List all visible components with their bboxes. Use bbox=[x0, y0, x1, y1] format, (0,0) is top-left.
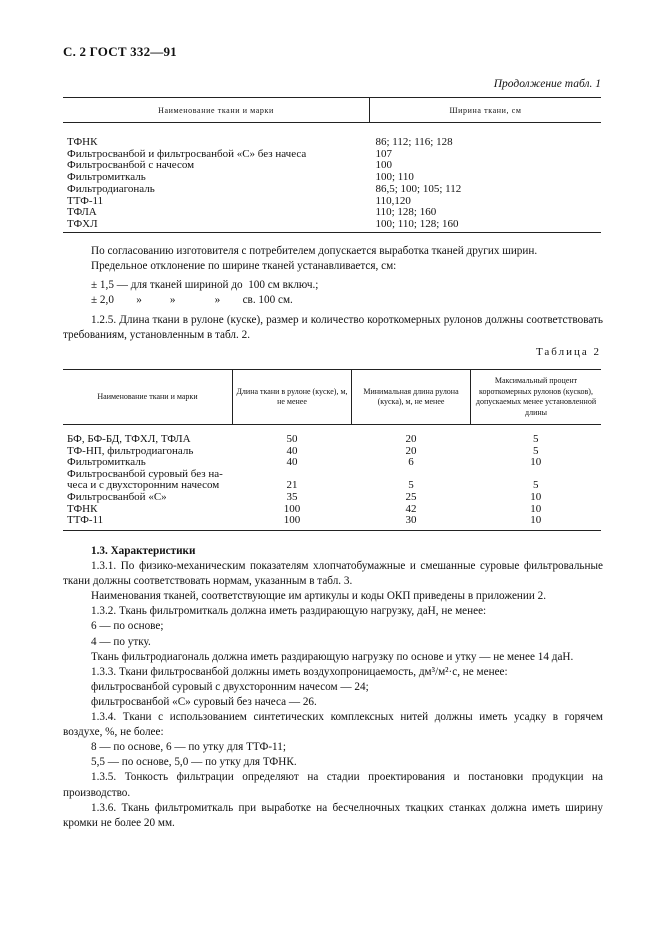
tolerance-line: ± 1,5 — для тканей шириной до 100 см включ.; bbox=[91, 279, 319, 291]
characteristics-section bbox=[63, 544, 603, 831]
percent-cell: 10 bbox=[530, 502, 542, 515]
fabric-name-cell: ТФНК bbox=[67, 136, 98, 148]
paragraph: 4 — по утку. bbox=[91, 635, 151, 648]
paragraph: фильтросванбой суровый с двухсторонним начесом — 24; bbox=[91, 680, 369, 693]
width-cell: 86; 112; 116; 128 bbox=[375, 136, 453, 148]
paragraph: 1.2.5. Длина ткани в рулоне (куске), размер и количество короткомерных рулонов должны соответствовать требованиям, установленным в табл. 2. bbox=[63, 314, 603, 341]
table1-header-name: Наименование ткани и марки bbox=[63, 98, 370, 123]
fabric-name-cell: Фильтродиагональ bbox=[67, 182, 155, 195]
min-length-cell: 20 bbox=[405, 433, 417, 445]
table-row bbox=[63, 425, 601, 446]
fabric-width-table bbox=[63, 97, 601, 233]
table-row bbox=[63, 219, 601, 232]
percent-cell: 5 bbox=[533, 479, 539, 492]
width-cell: 100; 110; 128; 160 bbox=[370, 219, 602, 232]
percent-cell: 10 bbox=[530, 490, 542, 503]
min-length-cell: 6 bbox=[408, 456, 414, 469]
table-continuation-label: Продолжение табл. 1 bbox=[493, 78, 601, 90]
width-cell: 100; 110 bbox=[375, 171, 414, 184]
table2-header-name: Наименование ткани и марки bbox=[63, 370, 233, 425]
min-length-cell: 25 bbox=[405, 490, 417, 503]
paragraph: Наименования тканей, соответствующие им артикулы и коды ОКП приведены в приложении 2. bbox=[91, 590, 547, 603]
table2-header-max-percent: Максимальный процент короткомерных рулонов (кусков), допускаемых менее установленной длины bbox=[471, 370, 602, 425]
paragraph: 1.3.6. Ткань фильтромиткаль при выработке на бесчелночных ткацких станках должна иметь ширину кромки не более 20 мм. bbox=[63, 801, 603, 829]
paragraph: 1.3.4. Ткани с использованием синтетических комплексных нитей должны иметь усадку в горячем воздухе, %, не более: bbox=[63, 711, 603, 739]
fabric-name-cell: Фильтромиткаль bbox=[67, 171, 146, 184]
percent-cell: 5 bbox=[533, 444, 539, 457]
table-row bbox=[63, 184, 601, 196]
length-cell: 100 bbox=[283, 502, 301, 515]
table-row bbox=[63, 469, 601, 492]
min-length-cell: 30 bbox=[352, 515, 471, 530]
paragraph: 5,5 — по основе, 5,0 — по утку для ТФНК. bbox=[91, 756, 297, 769]
tolerance-line: ± 2,0 » » » св. 100 см. bbox=[91, 294, 293, 306]
fabric-name-cell: Фильтросванбой суровый без на- чеса и с двухсторонним начесом bbox=[67, 467, 223, 492]
fabric-name-cell: ТФ-НП, фильтродиагональ bbox=[67, 444, 194, 457]
fabric-name-cell: ТФЛА bbox=[67, 206, 97, 219]
fabric-name-cell: ТФНК bbox=[67, 502, 98, 515]
table2-label: Таблица 2 bbox=[535, 346, 601, 358]
length-cell: 40 bbox=[286, 456, 298, 469]
paragraph: 1.3.3. Ткани фильтросванбой должны иметь воздухопроницаемость, дм³/м²·с, не менее: bbox=[91, 665, 508, 678]
length-cell: 50 bbox=[286, 433, 298, 445]
table1-header-width: Ширина ткани, см bbox=[370, 98, 602, 123]
fabric-name-cell: БФ, БФ-БД, ТФХЛ, ТФЛА bbox=[67, 433, 191, 445]
table-row bbox=[63, 196, 601, 208]
table2-header-min-length: Минимальная длина рулона (куска), м, не менее bbox=[352, 370, 471, 425]
table-row bbox=[63, 123, 601, 149]
min-length-cell: 42 bbox=[405, 502, 417, 515]
length-cell: 21 bbox=[286, 479, 298, 492]
paragraph: Ткань фильтродиагональ должна иметь раздирающую нагрузку по основе и утку — не менее 14 даН. bbox=[91, 650, 574, 663]
roll-length-table bbox=[63, 369, 601, 531]
table-row bbox=[63, 492, 601, 504]
min-length-cell: 20 bbox=[405, 444, 417, 457]
width-cell: 110,120 bbox=[375, 194, 411, 207]
fabric-name-cell: Фильтросванбой и фильтросванбой «С» без начеса bbox=[67, 147, 307, 160]
fabric-name-cell: ТТФ-11 bbox=[67, 194, 104, 207]
percent-cell: 5 bbox=[533, 433, 539, 445]
paragraph: 8 — по основе, 6 — по утку для ТТФ-11; bbox=[91, 741, 286, 754]
fabric-name-cell: Фильтросванбой с начесом bbox=[67, 159, 195, 172]
length-cell: 40 bbox=[286, 444, 298, 457]
paragraph: 1.3.5. Тонкость фильтрации определяют на стадии проектирования и постановки продукции на производство. bbox=[63, 771, 603, 799]
width-cell: 110; 128; 160 bbox=[375, 206, 437, 219]
table2-header-length: Длина ткани в рулоне (куске), м, не менее bbox=[233, 370, 352, 425]
paragraph: 1.3.2. Ткань фильтромиткаль должна иметь раздирающую нагрузку, даН, не менее: bbox=[91, 605, 487, 618]
section-heading: 1.3. Характеристики bbox=[91, 545, 196, 557]
min-length-cell: 5 bbox=[408, 479, 414, 492]
table-row bbox=[63, 515, 601, 530]
width-cell: 100 bbox=[375, 159, 392, 172]
width-notes bbox=[63, 244, 603, 343]
width-cell: 86,5; 100; 105; 112 bbox=[375, 182, 462, 195]
fabric-name-cell: Фильтромиткаль bbox=[67, 456, 146, 469]
page-header: С. 2 ГОСТ 332—91 bbox=[63, 44, 177, 59]
table-row bbox=[63, 207, 601, 219]
length-cell: 35 bbox=[286, 490, 298, 503]
paragraph: Предельное отклонение по ширине тканей устанавливается, см: bbox=[91, 260, 397, 272]
fabric-name-cell: ТТФ-11 bbox=[63, 515, 233, 530]
percent-cell: 10 bbox=[530, 456, 542, 469]
paragraph: 1.3.1. По физико-механическим показателям хлопчатобумажные и смешанные суровые фильтровальные ткани должны соответствовать нормам, указанным в табл. 3. bbox=[63, 560, 603, 588]
length-cell: 100 bbox=[233, 515, 352, 530]
fabric-name-cell: Фильтросванбой «С» bbox=[67, 490, 167, 503]
paragraph: 6 — по основе; bbox=[91, 620, 164, 633]
width-cell: 107 bbox=[375, 147, 392, 160]
paragraph: По согласованию изготовителя с потребителем допускается выработка тканей других ширин. bbox=[91, 245, 538, 257]
fabric-name-cell: ТФХЛ bbox=[63, 219, 370, 232]
percent-cell: 10 bbox=[471, 515, 602, 530]
table-row bbox=[63, 504, 601, 516]
paragraph: фильтросванбой «С» суровый без начеса — 26. bbox=[91, 695, 317, 708]
